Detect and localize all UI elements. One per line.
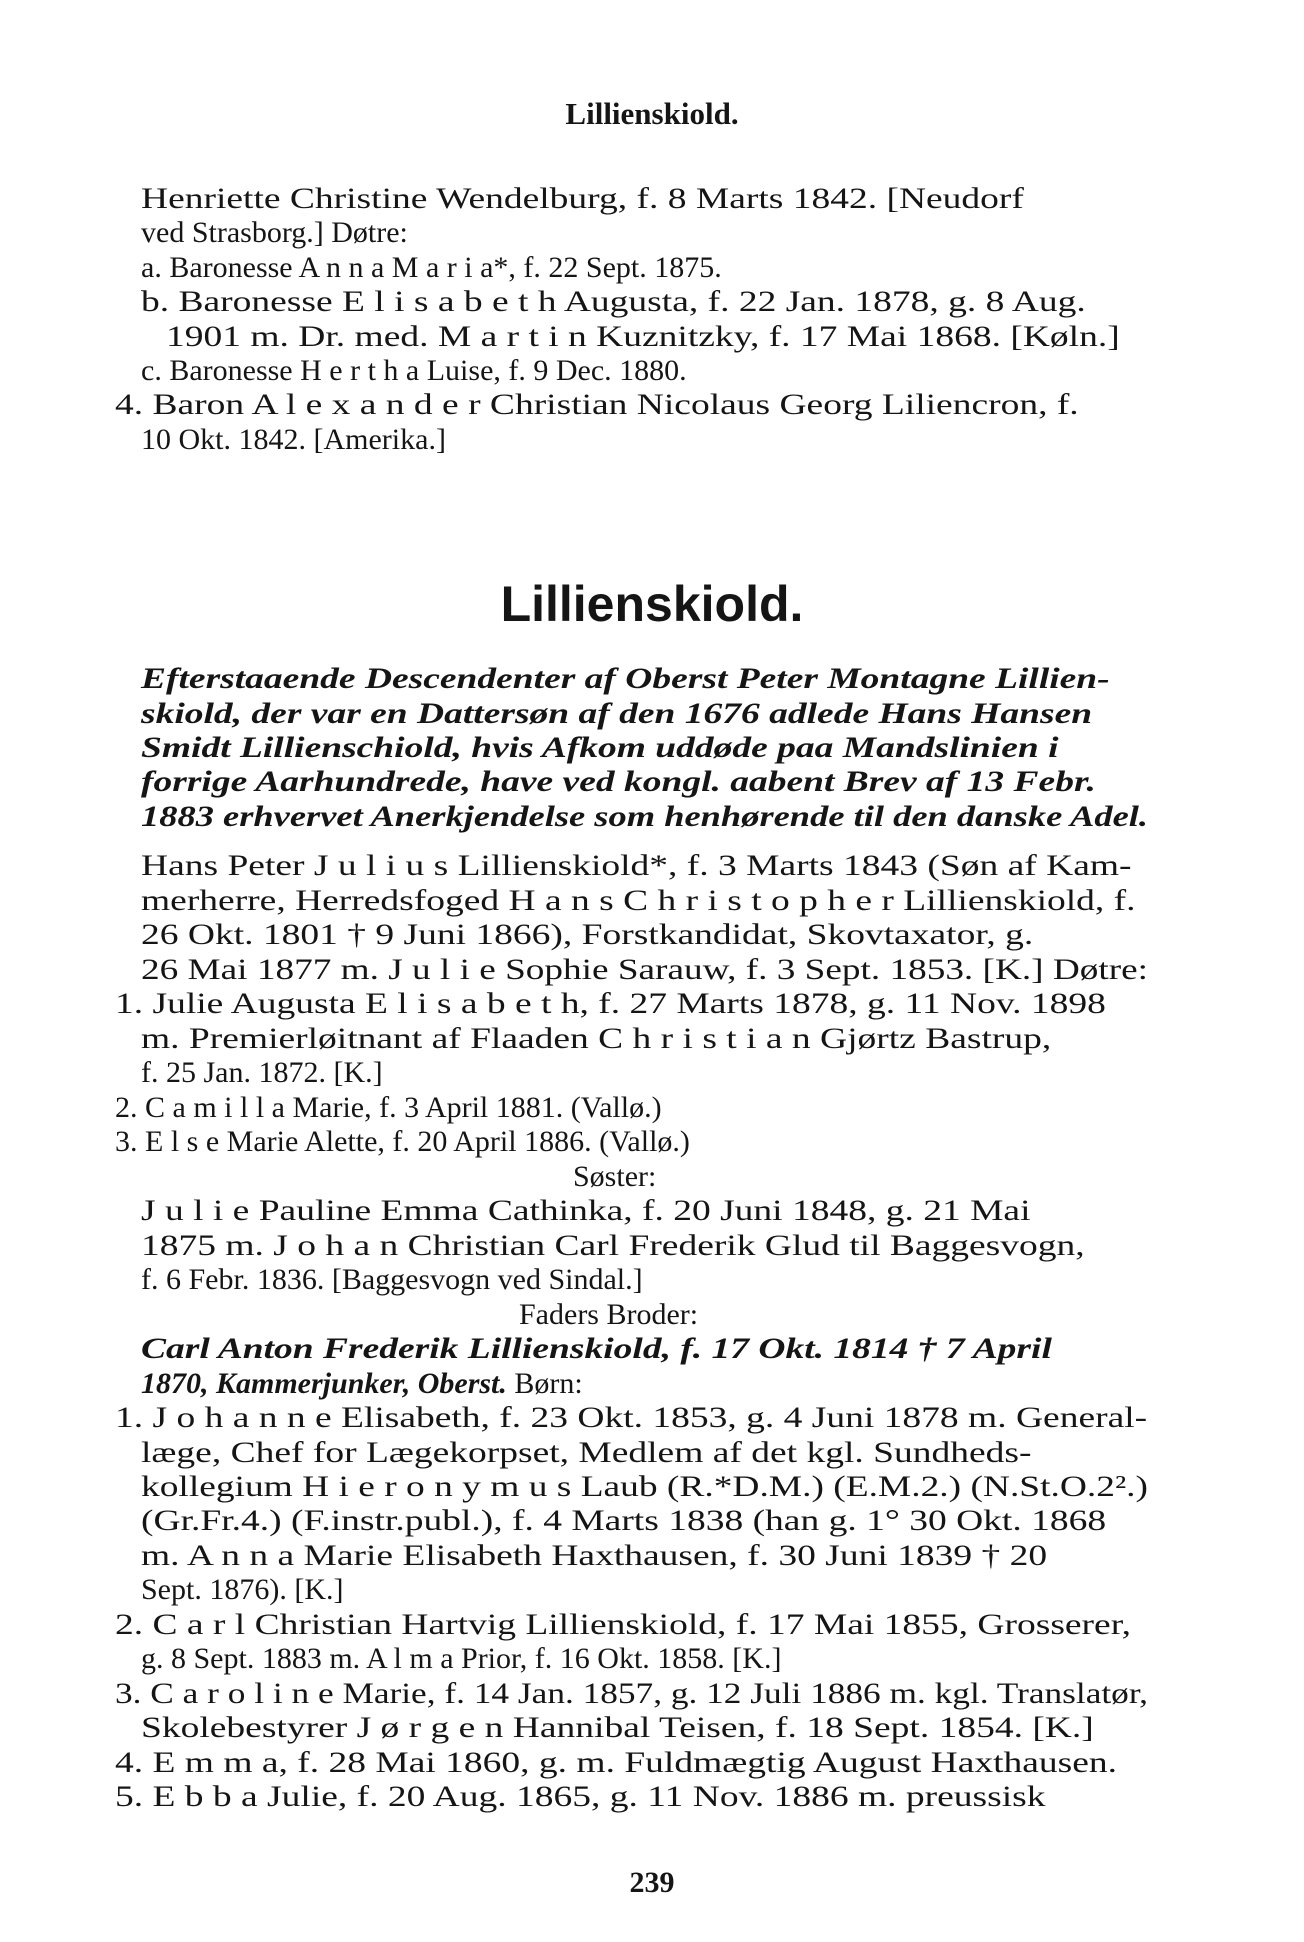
line-text: 3. C a r o l i n e Marie, f. 14 Jan. 1857, g. 12 Juli 1886 m. kgl. Translatør, — [115, 1677, 1148, 1710]
line-text: 1. J o h a n n e Elisabeth, f. 23 Okt. 1853, g. 4 Juni 1878 m. General- — [115, 1401, 1148, 1434]
page-number: 239 — [629, 1866, 675, 1899]
text-line — [115, 1125, 690, 1159]
line-text: m. Premierløitnant af Flaaden C h r i s t i a n Gjørtz Bastrup, — [141, 1022, 1052, 1055]
text-line — [166, 320, 1120, 354]
line-text: merherre, Herredsfoged H a n s C h r i s t o p h e r Lillienskiold, f. — [141, 884, 1136, 917]
text-line — [141, 1436, 1031, 1470]
text-line — [141, 1056, 383, 1090]
line-text: 2. C a r l Christian Hartvig Lillienskiold, f. 17 Mai 1855, Grosserer, — [115, 1608, 1132, 1641]
text-line — [141, 1504, 1106, 1538]
line-text: m. A n n a Marie Elisabeth Haxthausen, f. 30 Juni 1839 † 20 — [141, 1539, 1048, 1572]
line-text: skiold, der var en Dattersøn af den 1676 adlede Hans Hansen — [141, 697, 1093, 730]
text-line — [141, 662, 1110, 696]
text-line — [115, 1677, 1148, 1711]
text-line — [141, 1194, 1030, 1228]
text-line — [141, 849, 1132, 883]
line-text: J u l i e Pauline Emma Cathinka, f. 20 Juni 1848, g. 21 Mai — [141, 1194, 1031, 1227]
text-line — [115, 1746, 1117, 1780]
line-text: b. Baronesse E l i s a b e t h Augusta, f. 22 Jan. 1878, g. 8 Aug. — [141, 285, 1086, 318]
text-line — [141, 1539, 1047, 1573]
text-line — [141, 354, 687, 388]
text-line — [141, 800, 1148, 834]
line-text: Hans Peter J u l i u s Lillienskiold*, f. 3 Marts 1843 (Søn af Kam- — [141, 849, 1132, 882]
line-text: Faders Broder: — [519, 1298, 699, 1331]
text-line — [115, 1780, 1046, 1814]
text-line — [141, 765, 1096, 799]
text-line — [141, 918, 1033, 952]
line-text: 1875 m. J o h a n Christian Carl Frederik Glud til Baggesvogn, — [141, 1229, 1085, 1262]
text-line — [141, 953, 1148, 987]
text-line — [141, 1022, 1051, 1056]
line-text: 1883 erhvervet Anerkjendelse som henhørende til den danske Adel. — [141, 800, 1148, 833]
text-line — [115, 1091, 662, 1125]
line-text: f. 25 Jan. 1872. [K.] — [141, 1056, 383, 1089]
line-text: 1901 m. Dr. med. M a r t i n Kuznitzky, f. 17 Mai 1868. [Køln.] — [166, 320, 1120, 353]
line-text: (Gr.Fr.4.) (F.instr.publ.), f. 4 Marts 1838 (han g. 1° 30 Okt. 1868 — [141, 1504, 1107, 1537]
text-line — [115, 1401, 1147, 1435]
text-line — [573, 1160, 656, 1194]
line-text: 10 Okt. 1842. [Amerika.] — [141, 423, 446, 456]
line-text: kollegium H i e r o n y m u s Laub (R.*D.M.) (E.M.2.) (N.St.O.2².) — [141, 1470, 1148, 1503]
line-text: Sept. 1876). [K.] — [141, 1573, 344, 1606]
text-line — [141, 1642, 781, 1676]
text-line — [141, 1263, 643, 1297]
text-line — [141, 216, 408, 250]
line-text: 3. E l s e Marie Alette, f. 20 April 1886. (Vallø.) — [115, 1125, 690, 1158]
line-text: Skolebestyrer J ø r g e n Hannibal Teisen, f. 18 Sept. 1854. [K.] — [141, 1711, 1094, 1744]
text-line — [141, 1332, 1052, 1366]
line-text: c. Baronesse H e r t h a Luise, f. 9 Dec. 1880. — [141, 354, 687, 387]
text-line — [141, 1711, 1094, 1745]
text-line — [115, 1608, 1131, 1642]
text-line — [141, 884, 1136, 918]
text-line — [141, 1470, 1148, 1504]
section-heading: Lillienskiold. — [500, 576, 804, 632]
line-text: 2. C a m i l l a Marie, f. 3 April 1881. (Vallø.) — [115, 1091, 662, 1124]
line-text: 26 Mai 1877 m. J u l i e Sophie Sarauw, f. 3 Sept. 1853. [K.] Døtre: — [141, 953, 1148, 986]
text-line — [141, 285, 1086, 319]
text-line — [141, 1573, 343, 1607]
line-text: Efterstaaende Descendenter af Oberst Peter Montagne Lillien- — [141, 662, 1110, 695]
text-line — [141, 251, 722, 285]
line-text: 5. E b b a Julie, f. 20 Aug. 1865, g. 11 Nov. 1886 m. preussisk — [115, 1780, 1046, 1813]
line-text: a. Baronesse A n n a M a r i a*, f. 22 Sept. 1875. — [141, 251, 722, 284]
text-line — [115, 987, 1106, 1021]
line-text: forrige Aarhundrede, have ved kongl. aabent Brev af 13 Febr. — [141, 765, 1096, 798]
line-text: 26 Okt. 1801 † 9 Juni 1866), Forstkandidat, Skovtaxator, g. — [141, 918, 1034, 951]
line-text: f. 6 Febr. 1836. [Baggesvogn ved Sindal.] — [141, 1263, 643, 1296]
line-text: 4. E m m a, f. 28 Mai 1860, g. m. Fuldmægtig August Haxthausen. — [115, 1746, 1118, 1779]
text-line — [141, 423, 446, 457]
text-line — [115, 388, 1079, 422]
text-line — [141, 731, 1059, 765]
line-text: Henriette Christine Wendelburg, f. 8 Marts 1842. [Neudorf — [141, 182, 1024, 215]
text-line — [141, 182, 1024, 216]
line-text: g. 8 Sept. 1883 m. A l m a Prior, f. 16 Okt. 1858. [K.] — [141, 1642, 782, 1675]
line-text: læge, Chef for Lægekorpset, Medlem af det kgl. Sundheds- — [141, 1436, 1032, 1469]
line-text: Søster: — [573, 1160, 657, 1193]
line-text: 1. Julie Augusta E l i s a b e t h, f. 27 Marts 1878, g. 11 Nov. 1898 — [115, 987, 1106, 1020]
text-line — [141, 697, 1092, 731]
text-line — [519, 1298, 698, 1332]
text-line — [141, 1367, 583, 1401]
line-text: 4. Baron A l e x a n d e r Christian Nicolaus Georg Liliencron, f. — [115, 388, 1079, 421]
line-text-tail: Børn: — [506, 1367, 583, 1400]
line-text: Smidt Lillienschiold, hvis Afkom uddøde paa Mandslinien i — [141, 731, 1059, 764]
text-line — [141, 1229, 1085, 1263]
running-head: Lillienskiold. — [565, 96, 739, 131]
line-text: Carl Anton Frederik Lillienskiold, f. 17 Okt. 1814 † 7 April — [141, 1332, 1052, 1365]
line-text: 1870, Kammerjunker, Oberst. — [141, 1367, 507, 1400]
line-text: ved Strasborg.] Døtre: — [141, 216, 408, 249]
